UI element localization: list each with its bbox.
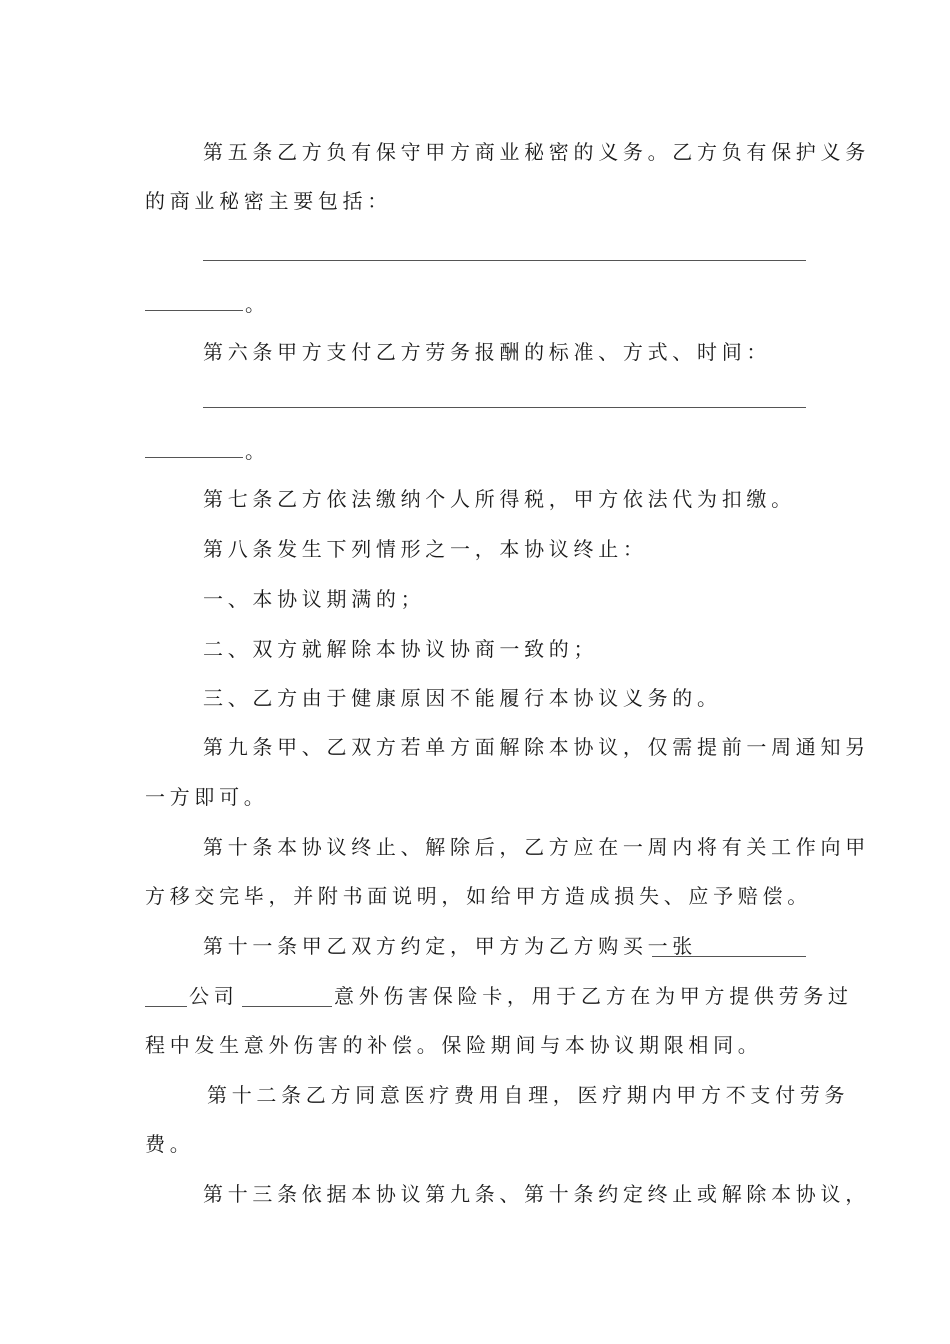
article-8: 第八条发生下列情形之一，本协议终止： [203,537,648,561]
article-13-line-1: 第十三条依据本协议第九条、第十条约定终止或解除本协议， [203,1182,870,1206]
article-5-blank-rule [203,260,806,261]
article-10-line-1: 第十条本协议终止、解除后，乙方应在一周内将有关工作向甲 [203,835,870,859]
article-10-line-2: 方移交完毕，并附书面说明，如给甲方造成损失、应予赔偿。 [145,884,812,908]
article-8-item-3: 三、乙方由于健康原因不能履行本协议义务的。 [203,686,722,710]
article-11-line-2: 意外伤害保险卡，用于乙方在为甲方提供劳务过 [334,984,853,1008]
article-6-blank-rule [203,407,806,408]
article-11-company: 公司 [189,984,239,1008]
article-7: 第七条乙方依法缴纳个人所得税，甲方依法代为扣缴。 [203,487,796,511]
article-6-blank-rule-short [145,457,243,458]
article-12-line-1: 第十二条乙方同意医疗费用自理，医疗期内甲方不支付劳务 [207,1083,850,1107]
article-5-line-2: 的商业秘密主要包括： [145,189,392,213]
article-5-blank-rule-short [145,310,243,311]
article-5-end-mark: 。 [245,292,270,316]
article-11-blank-rule-3 [242,1006,332,1007]
article-11-blank-rule-2 [145,1006,187,1007]
article-8-item-2: 二、双方就解除本协议协商一致的； [203,637,599,661]
article-9-line-2: 一方即可。 [145,785,269,809]
article-6-end-mark: 。 [245,439,270,463]
article-6-line-1: 第六条甲方支付乙方劳务报酬的标准、方式、时间： [203,340,772,364]
article-11-blank-rule-1 [652,956,806,957]
article-12-line-2: 费。 [145,1132,195,1156]
article-8-item-1: 一、本协议期满的； [203,587,426,611]
article-5-line-1: 第五条乙方负有保守甲方商业秘密的义务。乙方负有保护义务 [203,140,870,164]
article-11-line-3: 程中发生意外伤害的补偿。保险期间与本协议期限相同。 [145,1033,763,1057]
article-11-line-1: 第十一条甲乙双方约定，甲方为乙方购买一张 [203,934,697,958]
article-9-line-1: 第九条甲、乙双方若单方面解除本协议，仅需提前一周通知另 [203,735,870,759]
